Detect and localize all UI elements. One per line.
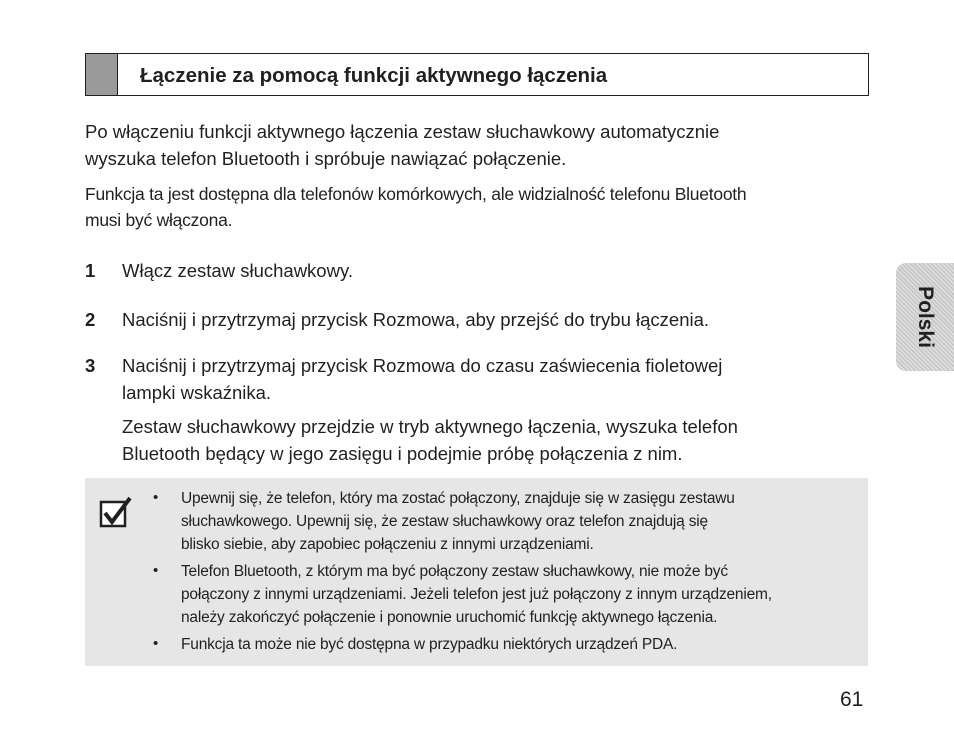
step-3-line-2: lampki wskaźnika.: [122, 382, 272, 403]
section-marker: [86, 54, 118, 95]
section-title-box: [85, 53, 869, 96]
note-bullet-1: [181, 487, 735, 556]
step-1-line-1: Włącz zestaw słuchawkowy.: [122, 260, 353, 281]
step-1-number: 1: [85, 260, 96, 281]
note-bullet-2-line-3: należy zakończyć połączenie i ponownie uruchomić funkcję aktywnego łączenia.: [181, 609, 718, 626]
step-2-text: [122, 306, 709, 333]
note-bullet-2-symbol: •: [153, 562, 159, 579]
note-bullet-2-line-1: Telefon Bluetooth, z którym ma być połączony zestaw słuchawkowy, nie może być: [181, 563, 728, 580]
note-box: [85, 478, 868, 666]
requirement-line-2: musi być włączona.: [85, 210, 233, 230]
step-2-line-1: Naciśnij i przytrzymaj przycisk Rozmowa, aby przejść do trybu łączenia.: [122, 309, 710, 330]
note-bullet-3: [181, 633, 677, 656]
note-bullet-1-line-2: słuchawkowego. Upewnij się, że zestaw słuchawkowy oraz telefon znajdują się: [181, 513, 708, 530]
intro-line-2: wyszuka telefon Bluetooth i spróbuje nawiązać połączenie.: [85, 148, 567, 169]
requirement-line-1: Funkcja ta jest dostępna dla telefonów komórkowych, ale widzialność telefonu Bluetooth: [85, 184, 747, 204]
language-tab-label: Polski: [914, 286, 937, 348]
page-number: 61: [840, 688, 864, 711]
checkbox-check-icon: [99, 496, 133, 530]
language-tab: [896, 263, 954, 371]
step-3-number: 3: [85, 355, 96, 376]
step-2-number: 2: [85, 309, 96, 330]
intro-line-1: Po włączeniu funkcji aktywnego łączenia zestaw słuchawkowy automatycznie: [85, 121, 720, 142]
intro-paragraph: [85, 118, 885, 172]
note-bullet-3-symbol: •: [153, 635, 159, 652]
section-title: Łączenie za pomocą funkcji aktywnego łączenia: [140, 64, 608, 87]
step-3-line-3: Zestaw słuchawkowy przejdzie w tryb aktywnego łączenia, wyszuka telefon: [122, 416, 738, 437]
note-bullet-1-symbol: •: [153, 489, 159, 506]
note-bullet-2-line-2: połączony z innymi urządzeniami. Jeżeli telefon jest już połączony z innym urządzeniem,: [181, 586, 772, 603]
step-3-line-4: Bluetooth będący w jego zasięgu i podejmie próbę połączenia z nim.: [122, 443, 683, 464]
step-3-line-1: Naciśnij i przytrzymaj przycisk Rozmowa do czasu zaświecenia fioletowej: [122, 355, 723, 376]
step-1-text: [122, 257, 353, 284]
step-3-text: [122, 352, 738, 467]
note-bullet-1-line-1: Upewnij się, że telefon, który ma zostać połączony, znajduje się w zasięgu zestawu: [181, 490, 735, 507]
note-bullet-3-line-1: Funkcja ta może nie być dostępna w przypadku niektórych urządzeń PDA.: [181, 636, 678, 653]
note-bullet-1-line-3: blisko siebie, aby zapobiec połączeniu z innymi urządzeniami.: [181, 536, 594, 553]
requirement-paragraph: [85, 181, 885, 233]
note-bullet-2: [181, 560, 772, 629]
